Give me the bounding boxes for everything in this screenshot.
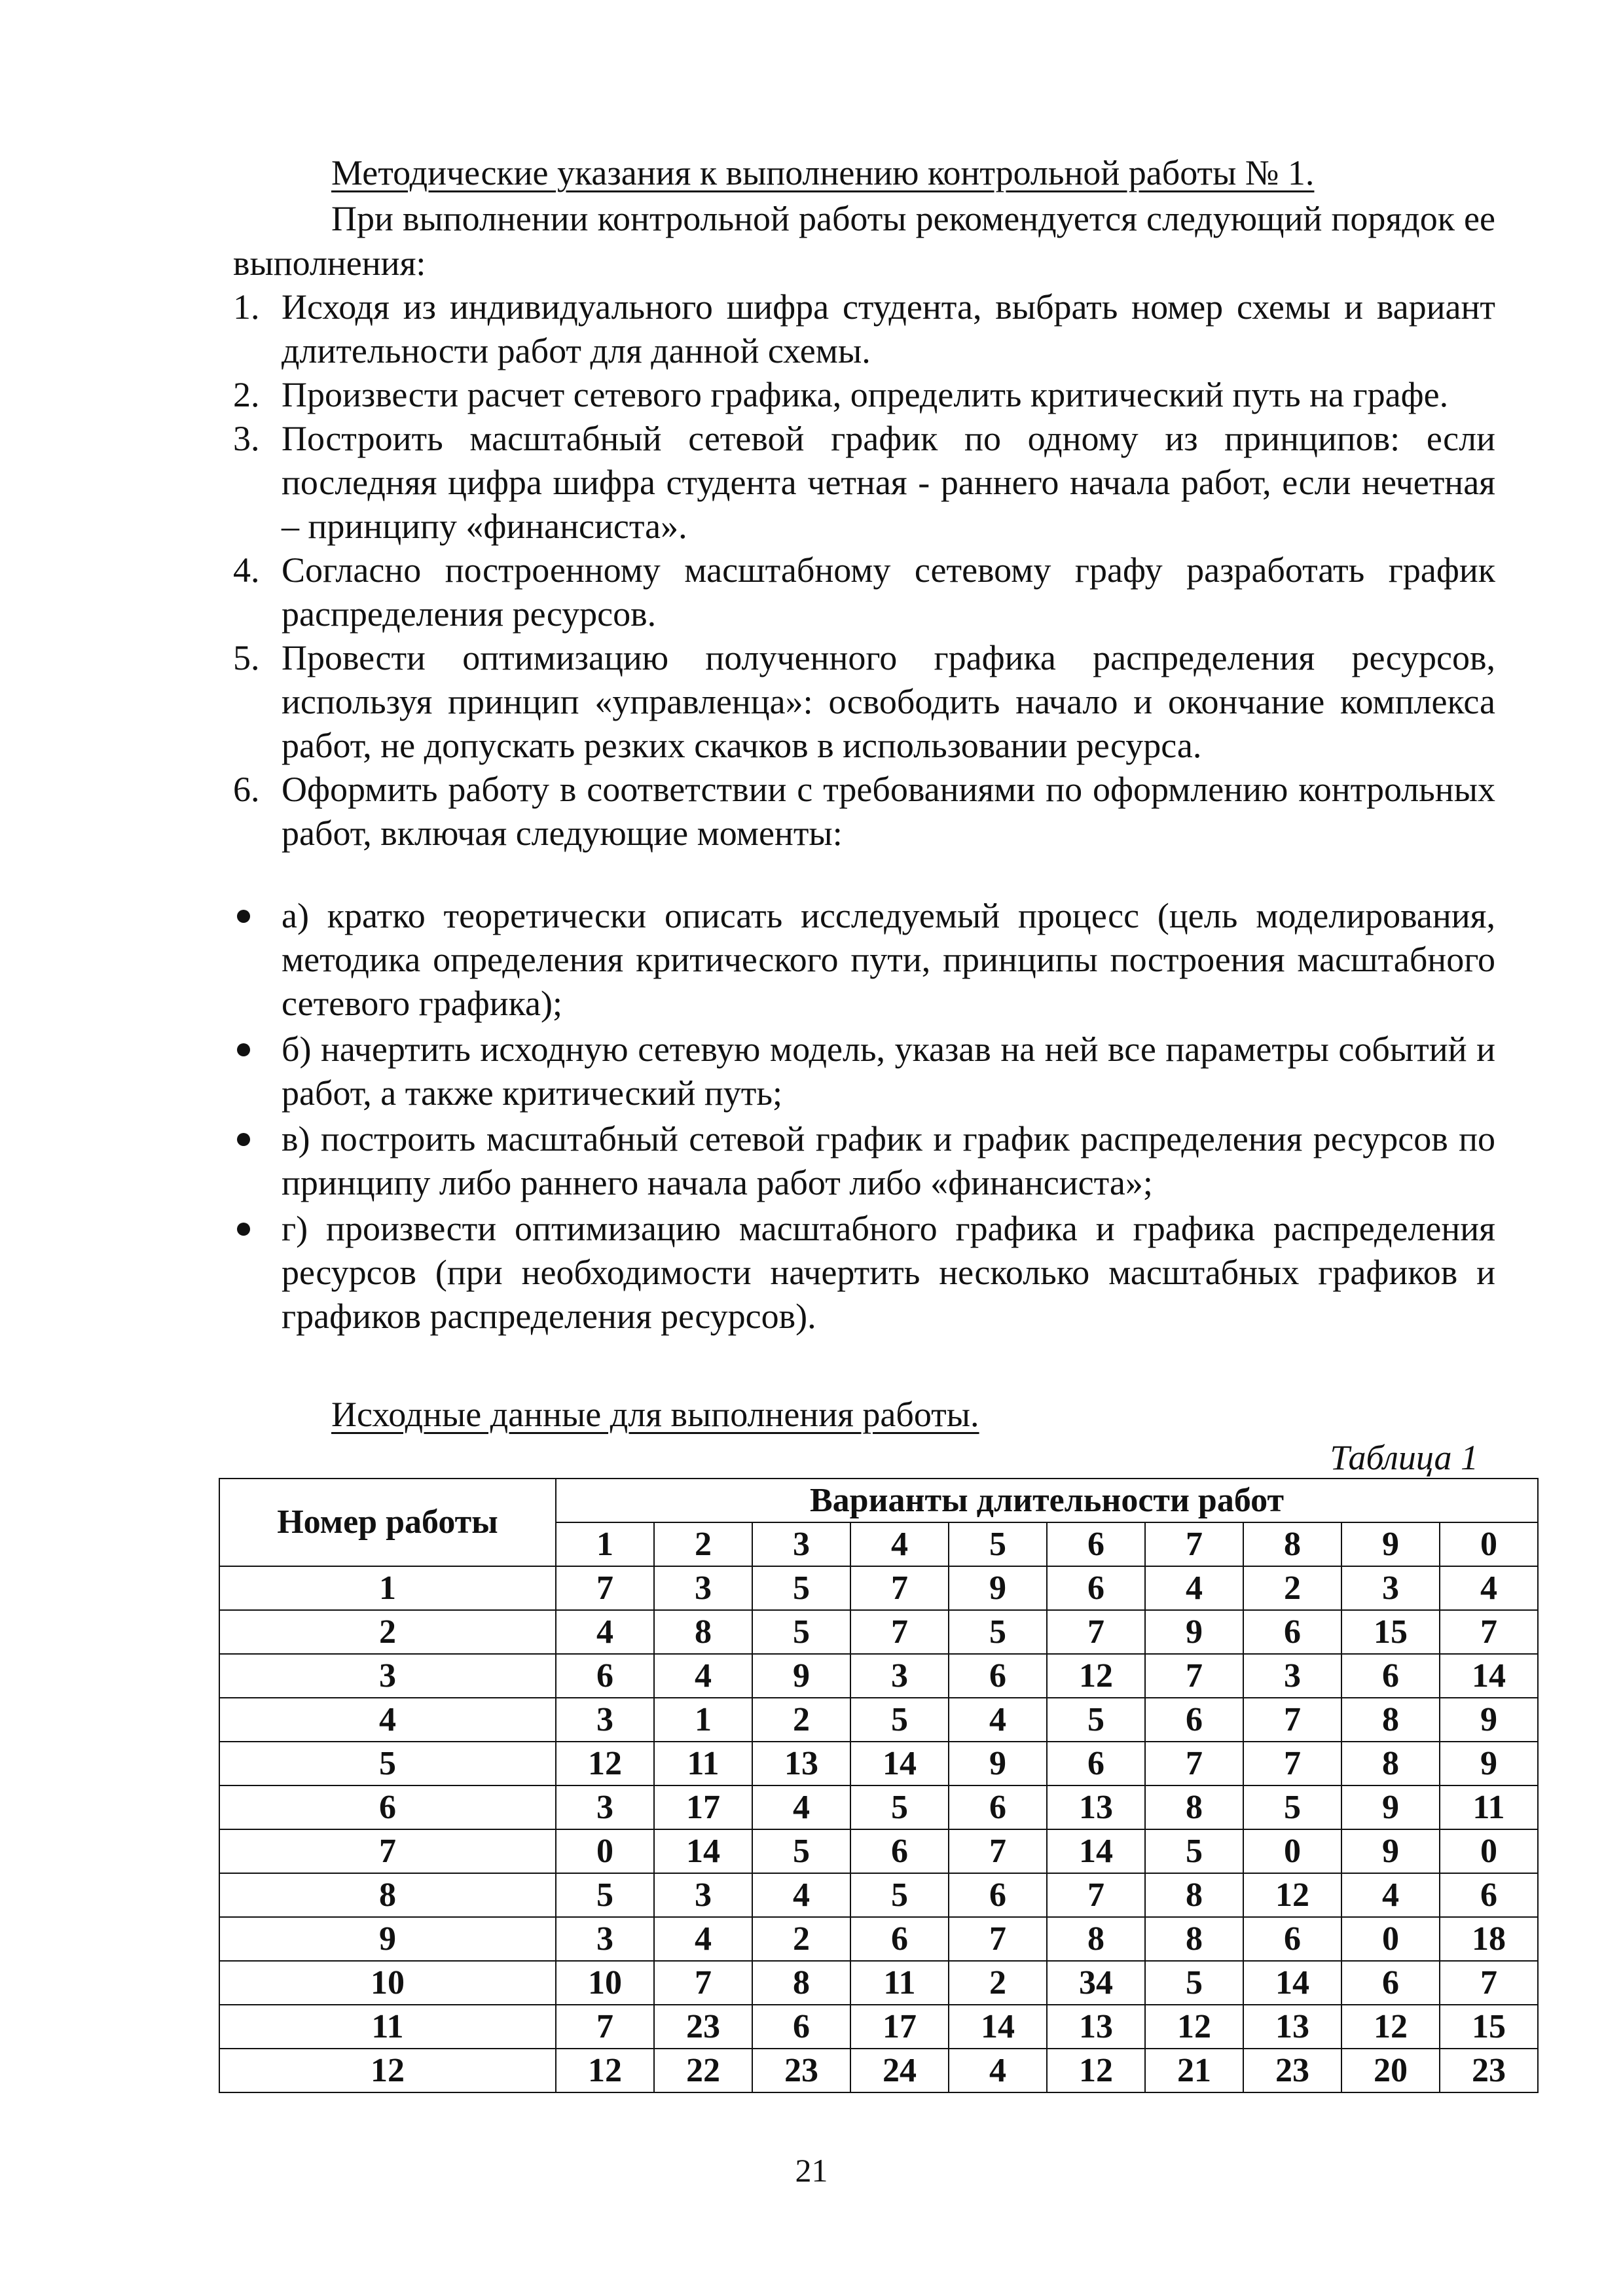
duration-cell: 7 [1047, 1610, 1145, 1654]
durations-table [219, 1478, 1539, 2093]
step-item [233, 373, 1495, 417]
duration-cell: 8 [1341, 1742, 1440, 1785]
duration-cell: 4 [1440, 1566, 1538, 1610]
table-row [219, 1566, 1538, 1610]
duration-cell: 14 [1440, 1654, 1538, 1698]
variant-header-cell: 1 [556, 1522, 654, 1566]
duration-cell: 3 [850, 1654, 949, 1698]
variant-header-cell: 7 [1145, 1522, 1243, 1566]
duration-cell: 3 [556, 1698, 654, 1742]
table-header-row [219, 1479, 1538, 1522]
duration-cell: 5 [1145, 1961, 1243, 2005]
job-number-cell: 4 [219, 1698, 556, 1742]
duration-cell: 23 [752, 2049, 850, 2092]
duration-cell: 6 [949, 1785, 1047, 1829]
duration-cell: 15 [1440, 2005, 1538, 2049]
bullet-text: в) построить масштабный сетевой график и график распределения ресурсов по принципу либо раннего начала работ либо «финансиста»; [282, 1119, 1495, 1202]
duration-cell: 3 [556, 1917, 654, 1961]
bullet-text: а) кратко теоретически описать исследуемый процесс (цель моделирования, методика определения критического пути, принципы построения масштабного сетевого графика); [282, 896, 1495, 1023]
duration-cell: 23 [654, 2005, 752, 2049]
step-number: 1. [233, 287, 260, 327]
duration-cell: 5 [556, 1873, 654, 1917]
duration-cell: 6 [850, 1829, 949, 1873]
duration-cell: 6 [1440, 1873, 1538, 1917]
duration-cell: 9 [949, 1566, 1047, 1610]
duration-cell: 6 [1341, 1654, 1440, 1698]
table-row [219, 1917, 1538, 1961]
duration-cell: 5 [1145, 1829, 1243, 1873]
duration-cell: 7 [1047, 1873, 1145, 1917]
duration-cell: 8 [1341, 1698, 1440, 1742]
duration-cell: 22 [654, 2049, 752, 2092]
duration-cell: 7 [1243, 1698, 1341, 1742]
bullet-text: б) начертить исходную сетевую модель, указав на ней все параметры событий и работ, а также критический путь; [282, 1030, 1495, 1113]
step-text: Построить масштабный сетевой график по одному из принципов: если последняя цифра шифра студента четная - раннего начала работ, если нечетная – принципу «финансиста». [282, 419, 1495, 546]
variant-header-cell: 6 [1047, 1522, 1145, 1566]
duration-cell: 4 [654, 1654, 752, 1698]
table-row [219, 2005, 1538, 2049]
duration-cell: 14 [654, 1829, 752, 1873]
duration-cell: 13 [1047, 2005, 1145, 2049]
duration-cell: 5 [850, 1785, 949, 1829]
variant-header-cell: 0 [1440, 1522, 1538, 1566]
table-row [219, 1873, 1538, 1917]
table-row [219, 1742, 1538, 1785]
duration-cell: 5 [752, 1566, 850, 1610]
job-number-cell: 5 [219, 1742, 556, 1785]
step-item [233, 285, 1495, 373]
duration-cell: 4 [752, 1873, 850, 1917]
table-caption: Таблица 1 [1330, 1438, 1478, 1477]
table-row [219, 1698, 1538, 1742]
duration-cell: 3 [654, 1566, 752, 1610]
duration-cell: 12 [1341, 2005, 1440, 2049]
duration-cell: 0 [1341, 1917, 1440, 1961]
duration-cell: 3 [1243, 1654, 1341, 1698]
duration-cell: 4 [752, 1785, 850, 1829]
step-number: 6. [233, 770, 260, 809]
bullet-item [233, 1207, 1495, 1338]
duration-cell: 13 [1243, 2005, 1341, 2049]
duration-cell: 13 [752, 1742, 850, 1785]
duration-cell: 12 [1047, 2049, 1145, 2092]
duration-cell: 5 [1047, 1698, 1145, 1742]
job-number-cell: 6 [219, 1785, 556, 1829]
job-number-cell: 1 [219, 1566, 556, 1610]
duration-cell: 7 [1440, 1961, 1538, 2005]
duration-cell: 6 [752, 2005, 850, 2049]
duration-cell: 0 [1243, 1829, 1341, 1873]
duration-cell: 17 [654, 1785, 752, 1829]
duration-cell: 14 [949, 2005, 1047, 2049]
duration-cell: 6 [1243, 1917, 1341, 1961]
table-row [219, 1829, 1538, 1873]
duration-cell: 9 [1440, 1698, 1538, 1742]
duration-cell: 11 [1440, 1785, 1538, 1829]
duration-cell: 13 [1047, 1785, 1145, 1829]
duration-cell: 23 [1243, 2049, 1341, 2092]
duration-cell: 6 [949, 1873, 1047, 1917]
variants-group-header: Варианты длительности работ [556, 1479, 1538, 1522]
step-text: Оформить работу в соответствии с требованиями по оформлению контрольных работ, включая следующие моменты: [282, 770, 1495, 853]
step-item [233, 636, 1495, 768]
duration-cell: 3 [556, 1785, 654, 1829]
duration-cell: 12 [1243, 1873, 1341, 1917]
duration-cell: 14 [1243, 1961, 1341, 2005]
table-row [219, 1654, 1538, 1698]
bullet-item [233, 894, 1495, 1026]
duration-cell: 5 [850, 1698, 949, 1742]
duration-cell: 3 [1341, 1566, 1440, 1610]
table-row [219, 1610, 1538, 1654]
duration-cell: 7 [1145, 1654, 1243, 1698]
duration-cell: 4 [949, 2049, 1047, 2092]
requirements-list [233, 894, 1495, 1340]
variant-header-cell: 8 [1243, 1522, 1341, 1566]
duration-cell: 8 [752, 1961, 850, 2005]
variant-header-cell: 3 [752, 1522, 850, 1566]
duration-cell: 4 [1145, 1566, 1243, 1610]
duration-cell: 24 [850, 2049, 949, 2092]
duration-cell: 6 [1145, 1698, 1243, 1742]
duration-cell: 8 [1145, 1917, 1243, 1961]
table-row [219, 1961, 1538, 2005]
duration-cell: 12 [556, 1742, 654, 1785]
duration-cell: 20 [1341, 2049, 1440, 2092]
step-text: Произвести расчет сетевого графика, определить критический путь на графе. [282, 375, 1449, 414]
duration-cell: 9 [1341, 1785, 1440, 1829]
duration-cell: 34 [1047, 1961, 1145, 2005]
duration-cell: 0 [556, 1829, 654, 1873]
duration-cell: 7 [654, 1961, 752, 2005]
duration-cell: 2 [752, 1917, 850, 1961]
job-number-cell: 9 [219, 1917, 556, 1961]
duration-cell: 7 [1440, 1610, 1538, 1654]
step-text: Исходя из индивидуального шифра студента, выбрать номер схемы и вариант длительности работ для данной схемы. [282, 287, 1495, 370]
steps-list [233, 285, 1495, 855]
table-heading: Исходные данные для выполнения работы. [331, 1395, 979, 1434]
job-number-cell: 12 [219, 2049, 556, 2092]
duration-cell: 0 [1440, 1829, 1538, 1873]
duration-cell: 23 [1440, 2049, 1538, 2092]
duration-cell: 9 [752, 1654, 850, 1698]
duration-cell: 6 [1341, 1961, 1440, 2005]
page-number: 21 [795, 2152, 828, 2189]
duration-cell: 5 [752, 1610, 850, 1654]
duration-cell: 12 [1047, 1654, 1145, 1698]
duration-cell: 6 [949, 1654, 1047, 1698]
job-number-cell: 11 [219, 2005, 556, 2049]
duration-cell: 14 [850, 1742, 949, 1785]
duration-cell: 7 [556, 2005, 654, 2049]
step-item [233, 768, 1495, 855]
duration-cell: 7 [1243, 1742, 1341, 1785]
duration-cell: 4 [556, 1610, 654, 1654]
duration-cell: 18 [1440, 1917, 1538, 1961]
duration-cell: 1 [654, 1698, 752, 1742]
duration-cell: 7 [850, 1610, 949, 1654]
row-header-cell: Номер работы [219, 1479, 556, 1566]
duration-cell: 7 [1145, 1742, 1243, 1785]
table-row [219, 2049, 1538, 2092]
duration-cell: 3 [654, 1873, 752, 1917]
job-number-cell: 7 [219, 1829, 556, 1873]
duration-cell: 11 [654, 1742, 752, 1785]
duration-cell: 9 [949, 1742, 1047, 1785]
duration-cell: 12 [1145, 2005, 1243, 2049]
bullet-icon [237, 910, 250, 923]
step-item [233, 548, 1495, 636]
bullet-text: г) произвести оптимизацию масштабного графика и графика распределения ресурсов (при необходимости начертить несколько масштабных графиков и графиков распределения ресурсов). [282, 1209, 1495, 1336]
section-heading: Методические указания к выполнению контрольной работы № 1. [331, 153, 1315, 192]
duration-cell: 8 [1047, 1917, 1145, 1961]
duration-cell: 5 [949, 1610, 1047, 1654]
duration-cell: 2 [949, 1961, 1047, 2005]
duration-cell: 9 [1341, 1829, 1440, 1873]
bullet-icon [237, 1133, 250, 1146]
job-number-cell: 8 [219, 1873, 556, 1917]
bullet-item [233, 1028, 1495, 1115]
duration-cell: 8 [1145, 1785, 1243, 1829]
duration-cell: 6 [1047, 1742, 1145, 1785]
duration-cell: 21 [1145, 2049, 1243, 2092]
duration-cell: 7 [949, 1917, 1047, 1961]
duration-cell: 14 [1047, 1829, 1145, 1873]
duration-cell: 7 [850, 1566, 949, 1610]
duration-cell: 11 [850, 1961, 949, 2005]
step-number: 5. [233, 638, 260, 677]
step-number: 2. [233, 375, 260, 414]
variant-header-cell: 2 [654, 1522, 752, 1566]
duration-cell: 5 [850, 1873, 949, 1917]
bullet-icon [237, 1043, 250, 1056]
table-row [219, 1785, 1538, 1829]
duration-cell: 15 [1341, 1610, 1440, 1654]
duration-cell: 4 [1341, 1873, 1440, 1917]
step-number: 4. [233, 550, 260, 590]
duration-cell: 6 [556, 1654, 654, 1698]
duration-cell: 7 [949, 1829, 1047, 1873]
duration-cell: 4 [654, 1917, 752, 1961]
duration-cell: 4 [949, 1698, 1047, 1742]
step-number: 3. [233, 419, 260, 458]
variant-header-cell: 4 [850, 1522, 949, 1566]
duration-cell: 9 [1145, 1610, 1243, 1654]
duration-cell: 7 [556, 1566, 654, 1610]
job-number-cell: 3 [219, 1654, 556, 1698]
duration-cell: 8 [1145, 1873, 1243, 1917]
bullet-item [233, 1117, 1495, 1205]
duration-cell: 5 [1243, 1785, 1341, 1829]
duration-cell: 6 [850, 1917, 949, 1961]
duration-cell: 10 [556, 1961, 654, 2005]
step-text: Согласно построенному масштабному сетевому графу разработать график распределения ресурсов. [282, 550, 1495, 634]
duration-cell: 5 [752, 1829, 850, 1873]
intro-paragraph: При выполнении контрольной работы рекомендуется следующий порядок ее выполнения: [233, 199, 1495, 283]
duration-cell: 9 [1440, 1742, 1538, 1785]
duration-cell: 2 [752, 1698, 850, 1742]
variant-header-cell: 9 [1341, 1522, 1440, 1566]
duration-cell: 6 [1047, 1566, 1145, 1610]
duration-cell: 6 [1243, 1610, 1341, 1654]
step-item [233, 417, 1495, 548]
duration-cell: 12 [556, 2049, 654, 2092]
duration-cell: 2 [1243, 1566, 1341, 1610]
step-text: Провести оптимизацию полученного графика распределения ресурсов, используя принцип «управленца»: освободить начало и окончание комплекса работ, не допускать резких скачков в использовании ресурса. [282, 638, 1495, 765]
job-number-cell: 10 [219, 1961, 556, 2005]
bullet-icon [237, 1223, 250, 1236]
job-number-cell: 2 [219, 1610, 556, 1654]
duration-cell: 17 [850, 2005, 949, 2049]
variant-header-cell: 5 [949, 1522, 1047, 1566]
duration-cell: 8 [654, 1610, 752, 1654]
